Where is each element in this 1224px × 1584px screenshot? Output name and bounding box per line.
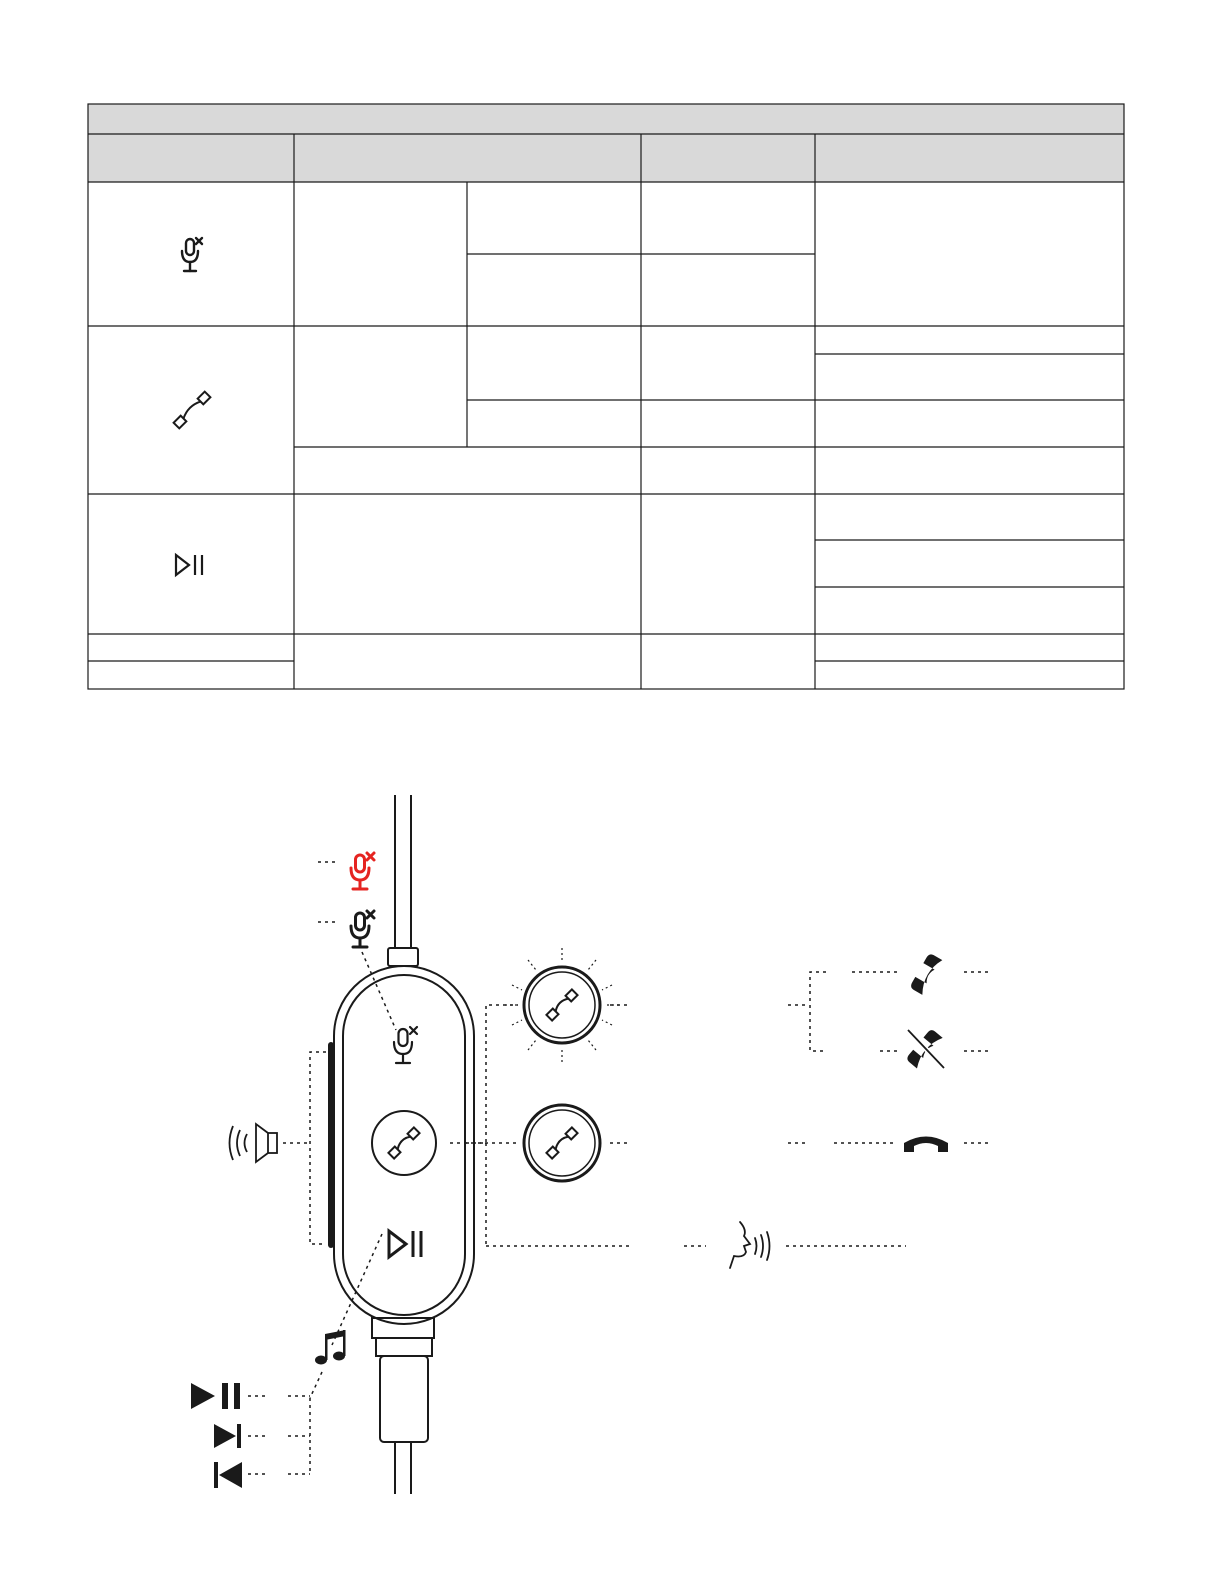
inline-controller	[334, 966, 474, 1324]
mic-muted-black-icon	[351, 911, 374, 947]
controls-table	[0, 0, 1224, 720]
play-pause-filled-icon	[191, 1383, 240, 1409]
next-track-icon	[214, 1424, 241, 1448]
previous-track-icon	[214, 1462, 242, 1488]
call-button[interactable]	[372, 1111, 436, 1175]
table-title-bar	[88, 104, 1124, 134]
table-header-row	[88, 134, 1124, 182]
mic-muted-red-icon	[351, 853, 374, 889]
call-button-flashing-icon	[505, 948, 619, 1062]
mute-button[interactable]	[394, 1027, 417, 1063]
volume-rocker[interactable]	[328, 1042, 334, 1248]
call-icon	[174, 392, 211, 429]
volume-speaker-icon	[230, 1124, 278, 1162]
reject-call-icon	[905, 1028, 944, 1068]
music-note-icon	[315, 1330, 346, 1365]
play-pause-button[interactable]	[389, 1231, 421, 1257]
answer-call-icon	[909, 953, 942, 995]
end-call-icon	[904, 1137, 948, 1153]
mic-mute-icon	[182, 238, 202, 271]
call-button-icon	[524, 1105, 600, 1181]
play-pause-icon	[176, 555, 202, 575]
voice-assistant-icon	[730, 1222, 770, 1268]
headset-controller-diagram	[0, 780, 1224, 1584]
